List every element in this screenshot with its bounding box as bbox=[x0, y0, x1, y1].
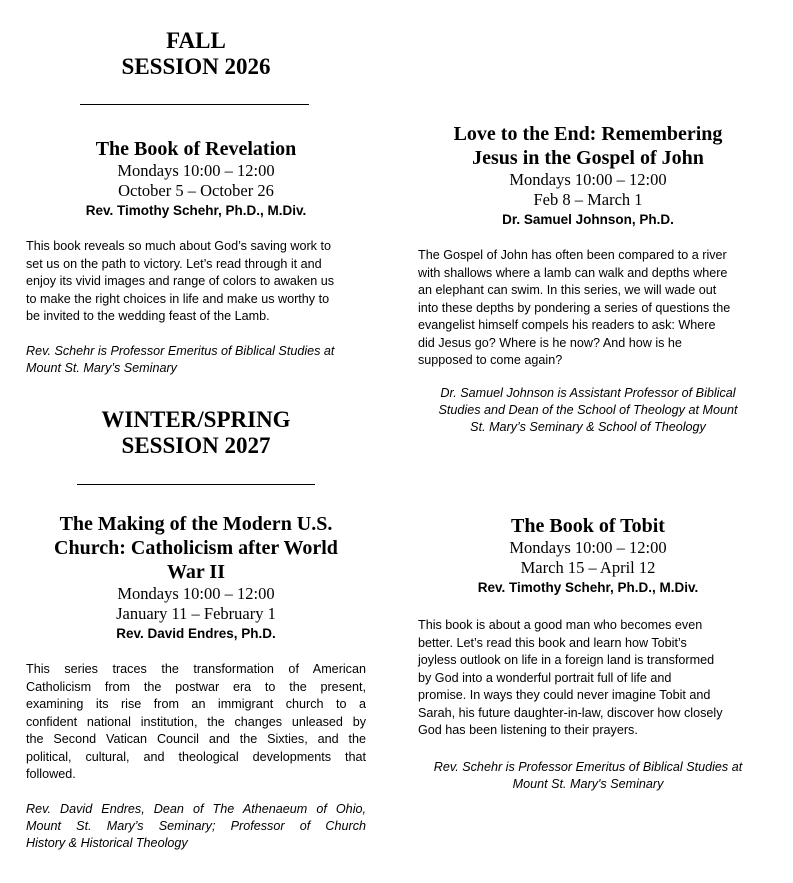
course-description bbox=[418, 247, 758, 370]
title-line: Jesus in the Gospel of John bbox=[472, 147, 704, 169]
description-line: promise. In ways they could never imagine Tobit and bbox=[418, 688, 711, 702]
winter-heading-line1: WINTER/SPRING bbox=[101, 407, 291, 432]
description-line: by God into a wonderful portrait full of life and bbox=[418, 670, 672, 685]
bio-line: Rev. David Endres, Dean of The Athenaeum of Ohio, bbox=[26, 801, 366, 816]
description-line: followed. bbox=[26, 767, 76, 781]
fall-heading-line1: FALL bbox=[166, 28, 226, 53]
bio-line: History & Historical Theology bbox=[26, 835, 188, 850]
course-john bbox=[418, 122, 758, 436]
course-description bbox=[26, 238, 366, 326]
course-title bbox=[26, 512, 366, 584]
course-dates: January 11 – February 1 bbox=[116, 604, 276, 623]
course-title: The Book of Revelation bbox=[95, 138, 297, 160]
description-line: Sarah, his future daughter-in-law, discover how closely bbox=[418, 705, 723, 720]
bio-line: Rev. Schehr is Professor Emeritus of Biblical Studies at bbox=[26, 343, 335, 358]
description-line: confident national institution, the changes unleased by bbox=[26, 714, 366, 729]
bio-line: Mount St. Mary’s Seminary; Professor of Church bbox=[26, 818, 366, 833]
course-schedule: Mondays 10:00 – 12:00 bbox=[509, 538, 667, 557]
fall-heading-line2: SESSION 2026 bbox=[121, 54, 271, 79]
title-line: War II bbox=[167, 561, 225, 583]
bio-line: Mount St. Mary’s Seminary bbox=[26, 360, 177, 375]
course-dates: March 15 – April 12 bbox=[520, 558, 656, 577]
presenter-bio bbox=[26, 801, 366, 852]
course-modern-church bbox=[26, 512, 366, 852]
description-line: better. Let’s read this book and learn how Tobit’s bbox=[418, 635, 687, 650]
title-line: The Making of the Modern U.S. bbox=[59, 513, 333, 535]
winter-heading-line2: SESSION 2027 bbox=[121, 433, 271, 458]
presenter-bio bbox=[418, 759, 758, 793]
course-description bbox=[26, 661, 366, 784]
description-line: This book reveals so much about God’s saving work to bbox=[26, 239, 331, 253]
course-schedule: Mondays 10:00 – 12:00 bbox=[117, 584, 275, 603]
description-line: with shallows where a lamb can walk and depths where bbox=[418, 265, 728, 280]
description-line: did Jesus go? Where is he now? And how is he bbox=[418, 335, 682, 350]
description-line: supposed to come again? bbox=[418, 353, 563, 367]
bio-line: Rev. Schehr is Professor Emeritus of Biblical Studies at bbox=[433, 759, 743, 774]
course-title: The Book of Tobit bbox=[511, 515, 665, 537]
course-dates: October 5 – October 26 bbox=[118, 181, 274, 200]
course-presenter: Dr. Samuel Johnson, Ph.D. bbox=[502, 212, 674, 227]
course-title bbox=[418, 122, 758, 170]
title-line: Church: Catholicism after World bbox=[54, 537, 338, 559]
course-description bbox=[418, 617, 758, 740]
description-line: an elephant can swim. In this series, we will wade out bbox=[418, 283, 717, 297]
description-line: the Second Vatican Council and the Sixties, and the bbox=[26, 732, 366, 746]
presenter-bio bbox=[26, 343, 366, 377]
description-line: examining its rise from an immigrant church to a bbox=[26, 697, 366, 711]
fall-divider bbox=[80, 104, 309, 105]
description-line: to make the right choices in life and make us worthy to bbox=[26, 291, 330, 306]
presenter-bio bbox=[418, 385, 758, 436]
description-line: into these depths by pondering a series of questions the bbox=[418, 300, 731, 315]
course-tobit bbox=[418, 514, 758, 793]
course-dates: Feb 8 – March 1 bbox=[533, 190, 643, 209]
description-line: political, cultural, and theological developments that bbox=[26, 749, 366, 764]
description-line: God has been listening to their prayers. bbox=[418, 723, 638, 737]
course-presenter: Rev. David Endres, Ph.D. bbox=[116, 626, 276, 641]
fall-session-heading bbox=[26, 28, 366, 80]
course-presenter: Rev. Timothy Schehr, Ph.D., M.Div. bbox=[477, 580, 699, 595]
course-revelation bbox=[26, 137, 366, 377]
description-line: Catholicism from the postwar era to the present, bbox=[26, 679, 366, 694]
course-schedule: Mondays 10:00 – 12:00 bbox=[509, 170, 667, 189]
description-line: enjoy its vivid images and range of colors to awaken us bbox=[26, 274, 335, 288]
bio-line: Studies and Dean of the School of Theology at Mount bbox=[438, 402, 738, 417]
course-presenter: Rev. Timothy Schehr, Ph.D., M.Div. bbox=[85, 203, 307, 218]
description-line: This series traces the transformation of American bbox=[26, 662, 366, 676]
winter-divider bbox=[77, 484, 315, 485]
course-schedule: Mondays 10:00 – 12:00 bbox=[117, 161, 275, 180]
description-line: This book is about a good man who becomes even bbox=[418, 618, 703, 632]
bio-line: Mount St. Mary's Seminary bbox=[512, 776, 664, 791]
description-line: joyless outlook on life in a foreign land is transformed bbox=[418, 653, 715, 667]
description-line: be invited to the wedding feast of the Lamb. bbox=[26, 309, 270, 323]
description-line: evangelist himself compels his readers to ask: Where bbox=[418, 318, 716, 332]
description-line: set us on the path to victory. Let’s read through it and bbox=[26, 256, 322, 271]
bio-line: St. Mary’s Seminary & School of Theology bbox=[470, 419, 706, 434]
title-line: Love to the End: Remembering bbox=[453, 123, 723, 145]
description-line: The Gospel of John has often been compared to a river bbox=[418, 248, 727, 262]
winter-session-heading bbox=[26, 407, 366, 459]
bio-line: Dr. Samuel Johnson is Assistant Professor of Biblical bbox=[440, 385, 736, 400]
